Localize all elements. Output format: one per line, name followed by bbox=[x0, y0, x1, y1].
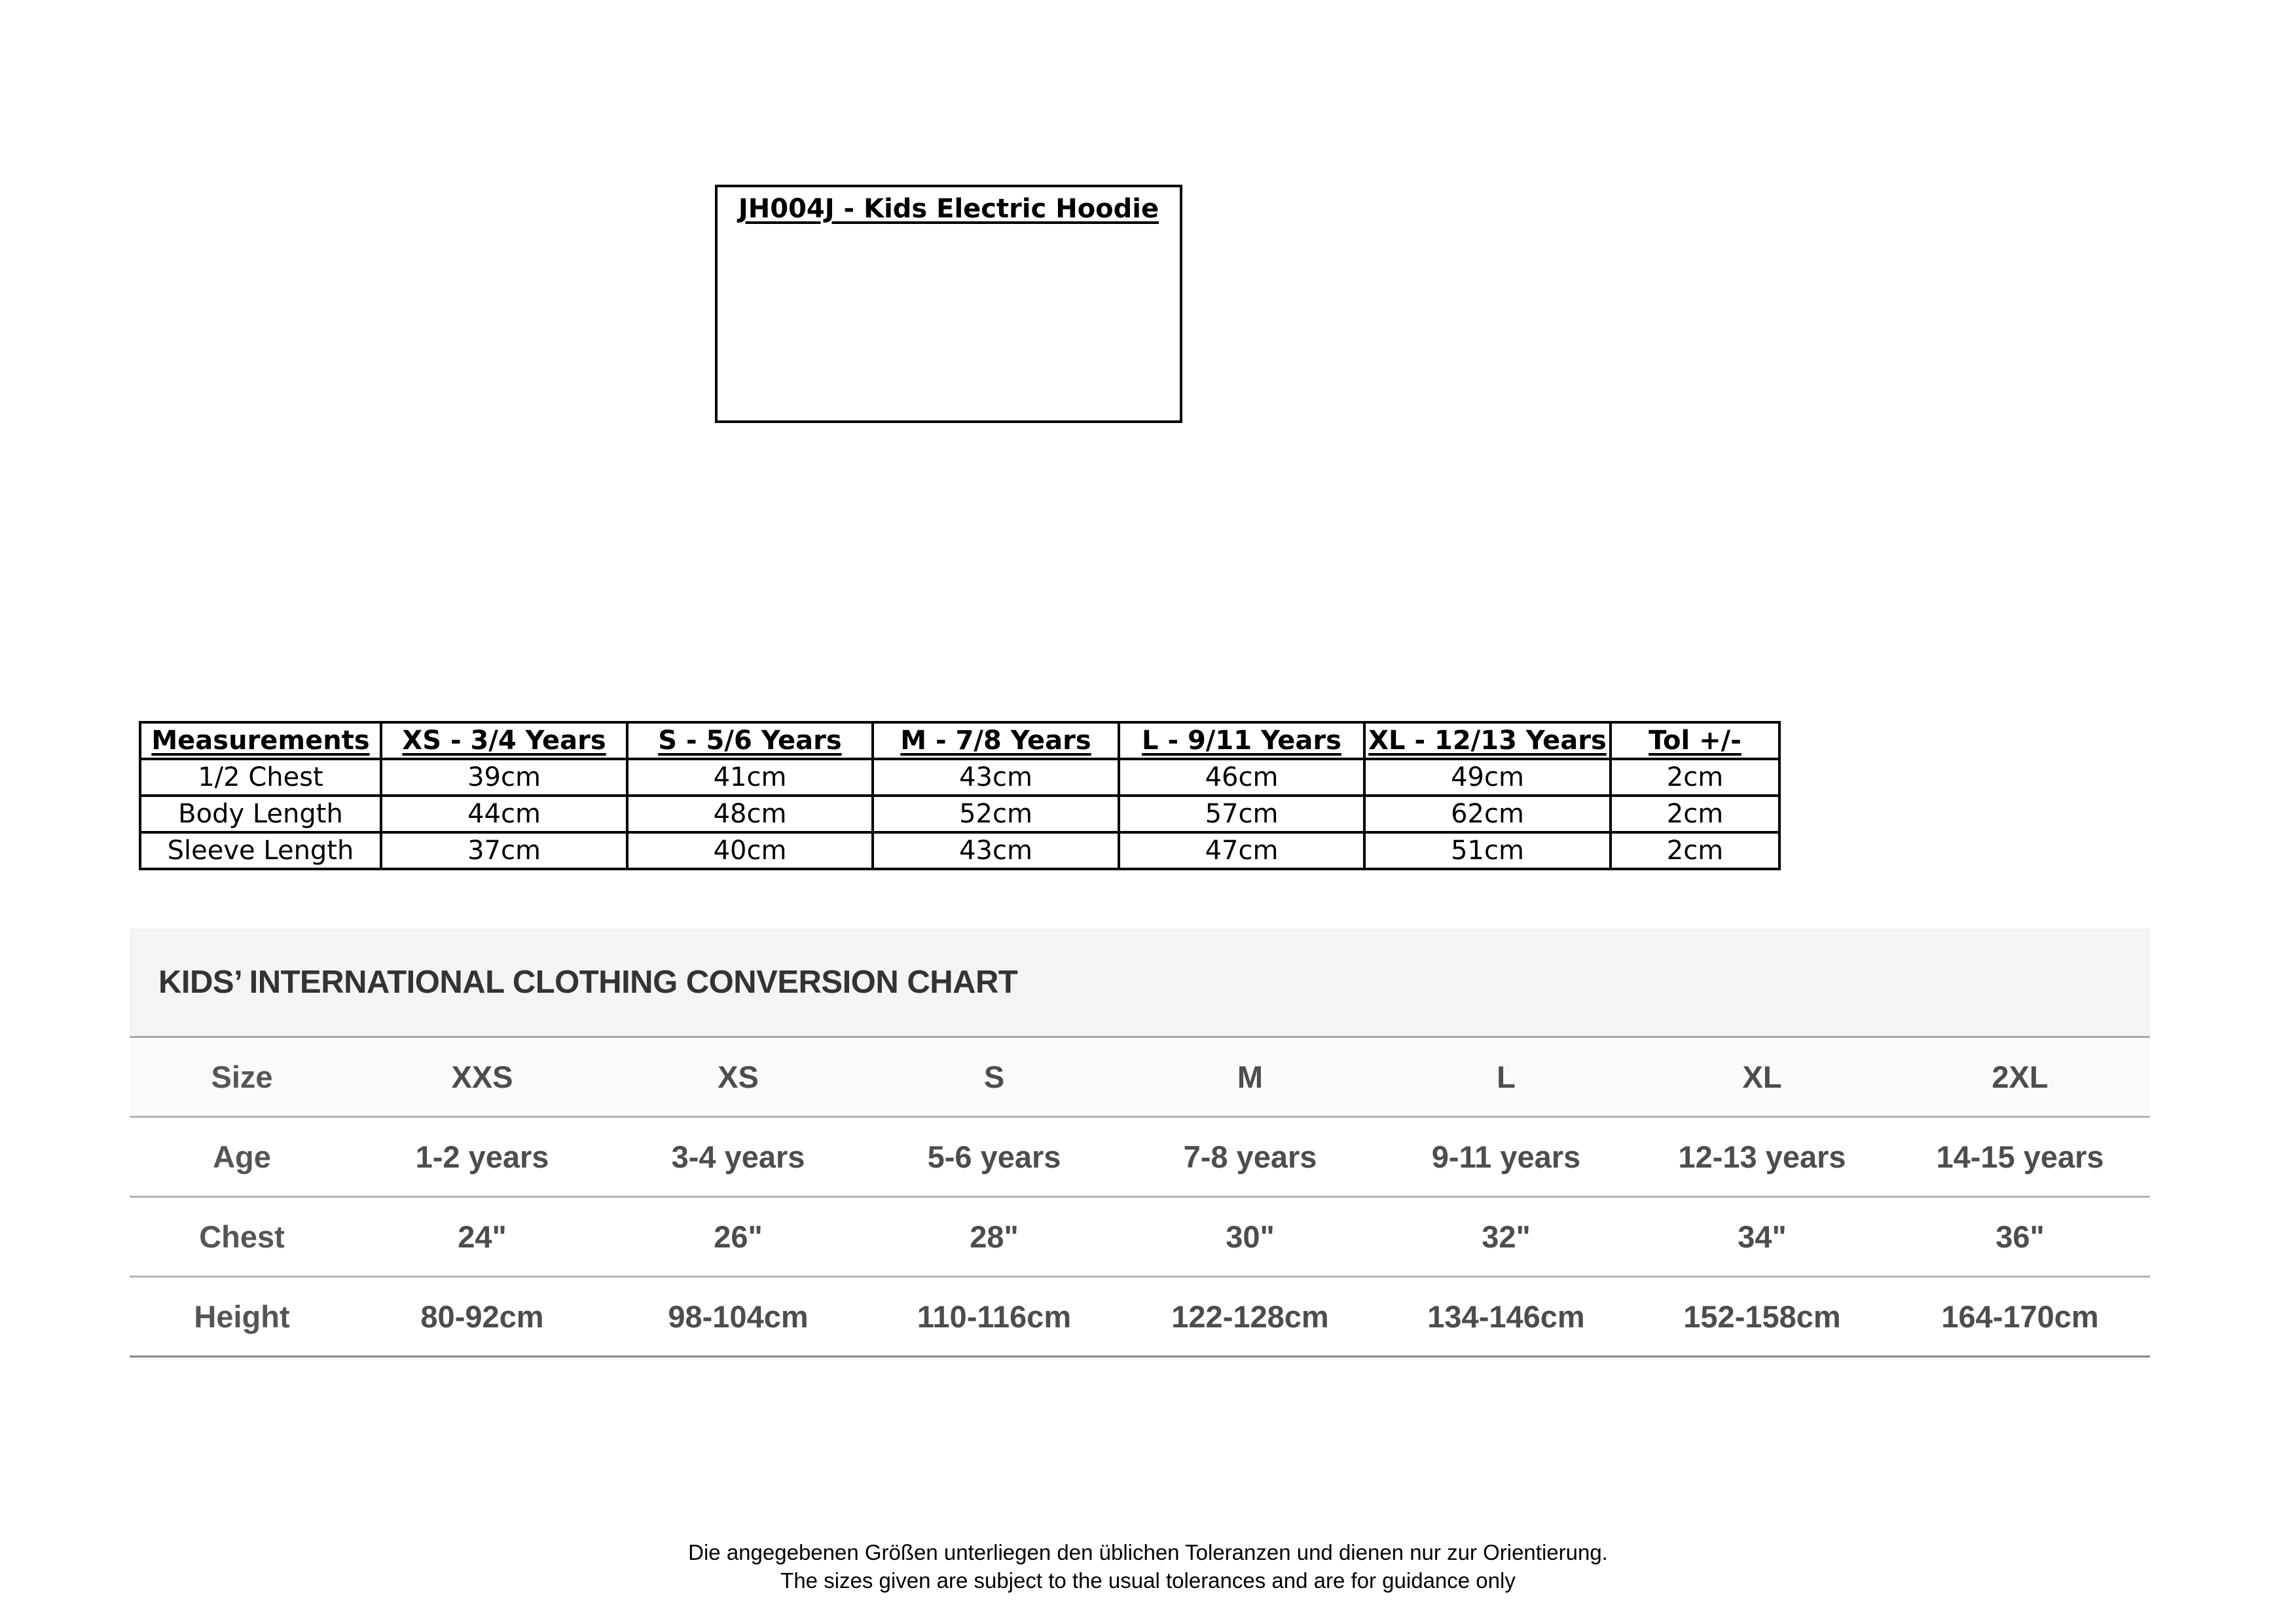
table-cell: 44cm bbox=[381, 796, 627, 832]
measurements-header-cell: S - 5/6 Years bbox=[627, 722, 873, 759]
table-cell: 41cm bbox=[627, 759, 873, 796]
table-cell: 2cm bbox=[1611, 796, 1779, 832]
table-cell: 7-8 years bbox=[1122, 1117, 1378, 1197]
conversion-table bbox=[130, 1038, 2150, 1357]
measurements-header-cell: L - 9/11 Years bbox=[1119, 722, 1364, 759]
table-cell: 122-128cm bbox=[1122, 1277, 1378, 1357]
table-cell: 5-6 years bbox=[866, 1117, 1122, 1197]
table-cell: 9-11 years bbox=[1378, 1117, 1634, 1197]
table-cell: 2cm bbox=[1611, 832, 1779, 869]
table-cell: 36" bbox=[1890, 1197, 2150, 1277]
conversion-size-row bbox=[130, 1038, 2150, 1117]
table-cell: 98-104cm bbox=[610, 1277, 866, 1357]
conversion-chart bbox=[130, 929, 2150, 1357]
table-cell: 34" bbox=[1634, 1197, 1890, 1277]
table-cell: 152-158cm bbox=[1634, 1277, 1890, 1357]
table-cell: 164-170cm bbox=[1890, 1277, 2150, 1357]
measurements-header-cell: Measurements bbox=[140, 722, 381, 759]
footer-line-english: The sizes given are subject to the usual tolerances and are for guidance only bbox=[780, 1568, 1516, 1593]
table-row bbox=[130, 1277, 2150, 1357]
measurements-header-row bbox=[140, 722, 1779, 759]
measurements-header-cell: M - 7/8 Years bbox=[873, 722, 1119, 759]
table-cell: 39cm bbox=[381, 759, 627, 796]
conversion-chart-header bbox=[130, 929, 2150, 1038]
table-cell: Height bbox=[130, 1277, 354, 1357]
table-cell: 43cm bbox=[873, 832, 1119, 869]
table-cell: 47cm bbox=[1119, 832, 1364, 869]
table-cell: 52cm bbox=[873, 796, 1119, 832]
table-cell: 2cm bbox=[1611, 759, 1779, 796]
table-cell: XXS bbox=[354, 1038, 610, 1117]
table-cell: Age bbox=[130, 1117, 354, 1197]
product-title: JH004J - Kids Electric Hoodie bbox=[738, 194, 1159, 224]
table-cell: 14-15 years bbox=[1890, 1117, 2150, 1197]
table-cell: 3-4 years bbox=[610, 1117, 866, 1197]
table-cell: 57cm bbox=[1119, 796, 1364, 832]
footer-note bbox=[0, 1538, 2296, 1595]
measurements-header-cell: XS - 3/4 Years bbox=[381, 722, 627, 759]
table-row bbox=[130, 1117, 2150, 1197]
footer-line-german: Die angegebenen Größen unterliegen den üblichen Toleranzen und dienen nur zur Orientierung. bbox=[688, 1540, 1608, 1564]
table-cell: 24" bbox=[354, 1197, 610, 1277]
table-cell: 110-116cm bbox=[866, 1277, 1122, 1357]
table-cell: Sleeve Length bbox=[140, 832, 381, 869]
measurements-header-cell: Tol +/- bbox=[1611, 722, 1779, 759]
table-cell: 46cm bbox=[1119, 759, 1364, 796]
table-cell: 51cm bbox=[1364, 832, 1611, 869]
table-row bbox=[140, 832, 1779, 869]
table-cell: 32" bbox=[1378, 1197, 1634, 1277]
table-cell: 49cm bbox=[1364, 759, 1611, 796]
conversion-chart-title: KIDS’ INTERNATIONAL CLOTHING CONVERSION CHART bbox=[158, 965, 1018, 1000]
measurements-header-cell: XL - 12/13 Years bbox=[1364, 722, 1611, 759]
table-cell: 1-2 years bbox=[354, 1117, 610, 1197]
table-cell: 80-92cm bbox=[354, 1277, 610, 1357]
table-row bbox=[140, 759, 1779, 796]
table-cell: 62cm bbox=[1364, 796, 1611, 832]
table-cell: 48cm bbox=[627, 796, 873, 832]
table-row bbox=[130, 1197, 2150, 1277]
table-cell: 2XL bbox=[1890, 1038, 2150, 1117]
table-cell: 37cm bbox=[381, 832, 627, 869]
table-cell: 40cm bbox=[627, 832, 873, 869]
table-cell: L bbox=[1378, 1038, 1634, 1117]
table-row bbox=[140, 796, 1779, 832]
product-title-box bbox=[715, 185, 1182, 423]
table-cell: 134-146cm bbox=[1378, 1277, 1634, 1357]
table-cell: S bbox=[866, 1038, 1122, 1117]
table-cell: XL bbox=[1634, 1038, 1890, 1117]
table-cell: 43cm bbox=[873, 759, 1119, 796]
table-cell: 12-13 years bbox=[1634, 1117, 1890, 1197]
table-cell: Size bbox=[130, 1038, 354, 1117]
table-cell: 28" bbox=[866, 1197, 1122, 1277]
table-cell: 30" bbox=[1122, 1197, 1378, 1277]
table-cell: Chest bbox=[130, 1197, 354, 1277]
table-cell: 26" bbox=[610, 1197, 866, 1277]
table-cell: M bbox=[1122, 1038, 1378, 1117]
table-cell: 1/2 Chest bbox=[140, 759, 381, 796]
table-cell: XS bbox=[610, 1038, 866, 1117]
table-cell: Body Length bbox=[140, 796, 381, 832]
measurements-table bbox=[139, 721, 1781, 870]
